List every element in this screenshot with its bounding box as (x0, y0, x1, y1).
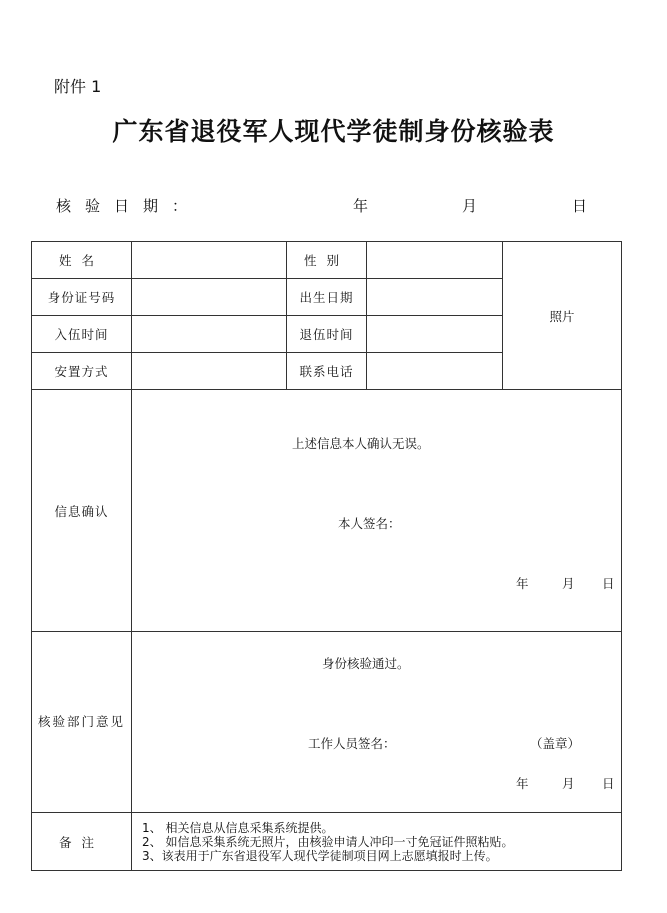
opinion-day: 日 (602, 776, 615, 791)
gender-label: 性别 (287, 242, 367, 279)
confirm-box (132, 390, 622, 632)
notes-label: 备注 (32, 813, 132, 871)
discharge-date-label: 退伍时间 (287, 316, 367, 353)
form-row-notes (32, 813, 622, 871)
placement-label: 安置方式 (32, 353, 132, 390)
note-item: 2、 如信息采集系统无照片，由核验申请人冲印一寸免冠证件照粘贴。 (142, 835, 514, 849)
confirm-statement: 上述信息本人确认无误。 (292, 436, 430, 451)
photo-box: 照片 (503, 242, 622, 390)
attachment-label: 附件 1 (54, 77, 102, 96)
discharge-date-field[interactable] (367, 316, 503, 353)
verify-date-year: 年 (353, 197, 369, 215)
form-row-name (32, 242, 622, 279)
birth-date-field[interactable] (367, 279, 503, 316)
name-field[interactable] (132, 242, 287, 279)
birth-date-label: 出生日期 (287, 279, 367, 316)
opinion-month: 月 (562, 776, 575, 791)
opinion-year: 年 (516, 776, 529, 791)
id-number-field[interactable] (132, 279, 287, 316)
placement-field[interactable] (132, 353, 287, 390)
enlist-date-label: 入伍时间 (32, 316, 132, 353)
confirm-day: 日 (602, 576, 615, 591)
opinion-signature-label: 工作人员签名： (308, 736, 396, 751)
notes-box (132, 813, 622, 871)
phone-field[interactable] (367, 353, 503, 390)
form-row-opinion (32, 632, 622, 813)
form-title: 广东省退役军人现代学徒制身份核验表 (112, 117, 555, 146)
id-number-label: 身份证号码 (32, 279, 132, 316)
name-label: 姓名 (32, 242, 132, 279)
note-item: 3、该表用于广东省退役军人现代学徒制项目网上志愿填报时上传。 (142, 849, 498, 863)
opinion-statement: 身份核验通过。 (322, 656, 410, 671)
confirm-year: 年 (516, 576, 529, 591)
form-row-confirm (32, 390, 622, 632)
note-item: 1、 相关信息从信息采集系统提供。 (142, 821, 334, 835)
confirm-label: 信息确认 (32, 390, 132, 632)
confirm-month: 月 (562, 576, 575, 591)
gender-field[interactable] (367, 242, 503, 279)
verify-date-label: 核验日期： (56, 197, 202, 215)
opinion-box (132, 632, 622, 813)
verification-form-table (31, 241, 622, 871)
phone-label: 联系电话 (287, 353, 367, 390)
verify-date-day: 日 (572, 197, 588, 215)
opinion-seal: （盖章） (530, 736, 581, 751)
opinion-label: 核验部门意见 (32, 632, 132, 813)
verify-date-month: 月 (462, 197, 478, 215)
confirm-signature-label: 本人签名： (338, 516, 401, 531)
enlist-date-field[interactable] (132, 316, 287, 353)
